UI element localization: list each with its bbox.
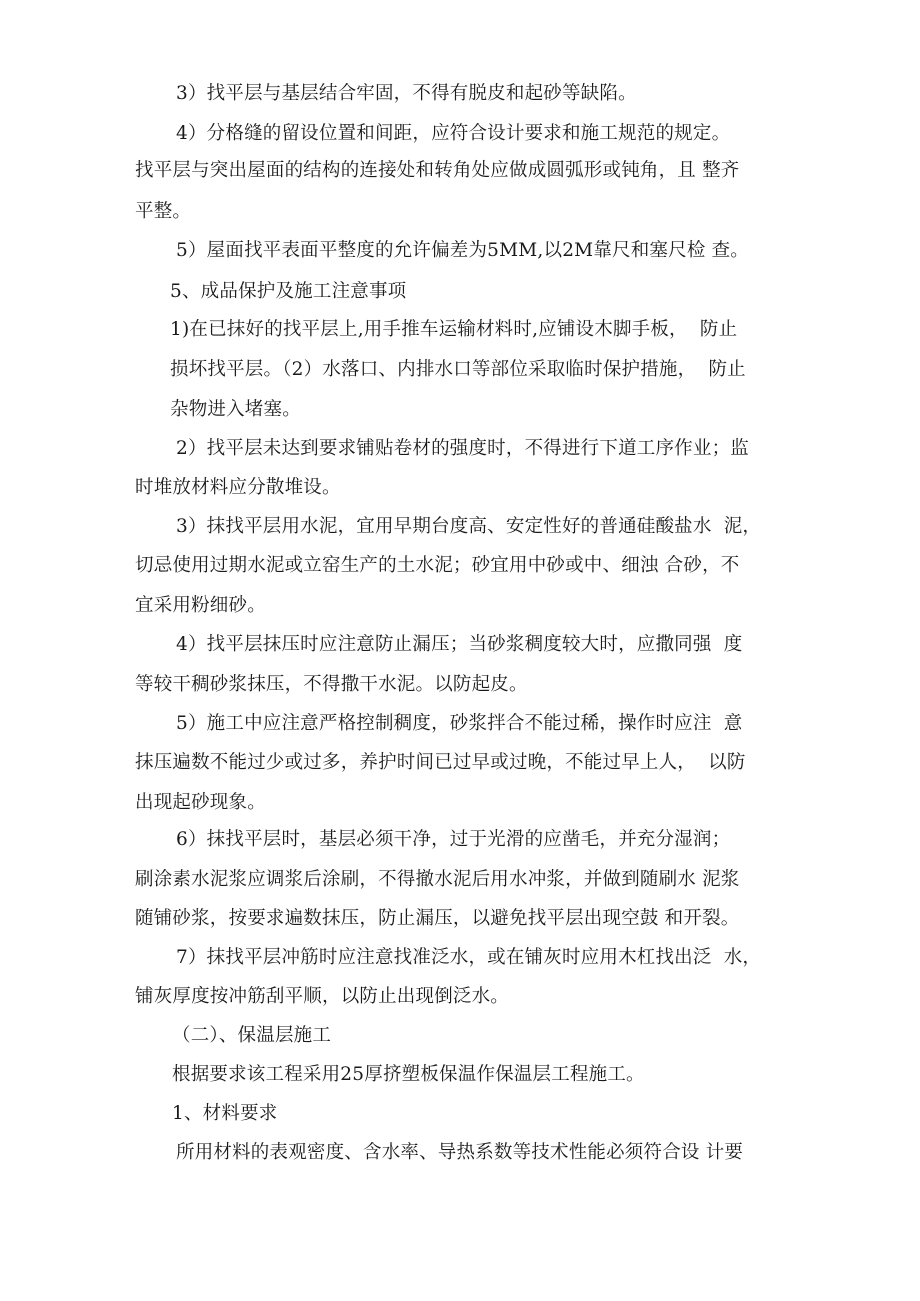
section-heading: 1、材料要求 (172, 1103, 278, 1124)
section-heading: 5、成品保护及施工注意事项 (170, 281, 407, 302)
text-line: 4）找平层抹压时应注意防止漏压；当砂浆稠度较大时，应撒同强 度 (176, 634, 743, 655)
text-line: 找平层与突出屋面的结构的连接处和转角处应做成圆弧形或钝角，且 整齐 (135, 160, 740, 181)
text-line: 3）抹找平层用水泥，宜用早期台度高、安定性好的普通硅酸盐水 泥， (176, 516, 762, 537)
section-heading: （二）、保温层施工 (172, 1025, 332, 1046)
text-line: 抹压遍数不能过少或过多，养护时间已过早或过晚，不能过早上人， 以防 (135, 752, 746, 773)
text-line: 等较干稠砂浆抹压，不得撒干水泥。以防起皮。 (135, 674, 528, 695)
text-line: 切忌使用过期水泥或立窑生产的土水泥；砂宜用中砂或中、细浊 合砂，不 (135, 555, 740, 576)
text-line: 损坏找平层。（2）水落口、内排水口等部位采取临时保护措施， 防止 (170, 359, 746, 380)
text-line: 出现起砂现象。 (135, 792, 266, 813)
text-line: 2）找平层未达到要求铺贴卷材的强度时，不得进行下道工序作业；监 (176, 438, 749, 459)
text-line: 6）抹找平层时，基层必须干净，过于光滑的应凿毛，并充分湿润； (176, 829, 731, 850)
text-line: 1)在已抹好的找平层上,用手推车运输材料时,应铺设木脚手板， 防止 (170, 319, 738, 340)
text-line: 5）施工中应注意严格控制稠度，砂浆拌合不能过稀，操作时应注 意 (176, 713, 743, 734)
text-line: 随铺砂浆，按要求遍数抹压，防止漏压，以避免找平层出现空鼓 和开裂。 (135, 908, 740, 929)
text-line: 宜采用粉细砂。 (135, 595, 266, 616)
text-line: 3）找平层与基层结合牢固，不得有脱皮和起砂等缺陷。 (176, 83, 637, 104)
text-line: 时堆放材料应分散堆设。 (135, 477, 341, 498)
text-line: 根据要求该工程采用25厚挤塑板保温作保温层工程施工。 (172, 1064, 645, 1085)
text-line: 所用材料的表观密度、含水率、导热系数等技术性能必须符合设 计要 (176, 1142, 744, 1163)
text-line: 7）抹找平层冲筋时应注意找准泛水，或在铺灰时应用木杠找出泛 水， (176, 947, 762, 968)
text-line: 平整。 (135, 201, 192, 222)
text-line: 杂物进入堵塞。 (170, 399, 301, 420)
text-line: 铺灰厚度按冲筋刮平顺，以防止出现倒泛水。 (135, 986, 510, 1007)
text-line: 5）屋面找平表面平整度的允许偏差为5MM,以2M靠尺和塞尺检 查。 (176, 240, 750, 261)
text-line: 刷涂素水泥浆应调浆后涂刷，不得撤水泥后用水冲浆，并做到随刷水 泥浆 (135, 869, 740, 890)
text-line: 4）分格缝的留设位置和间距，应符合设计要求和施工规范的规定。 (176, 123, 731, 144)
